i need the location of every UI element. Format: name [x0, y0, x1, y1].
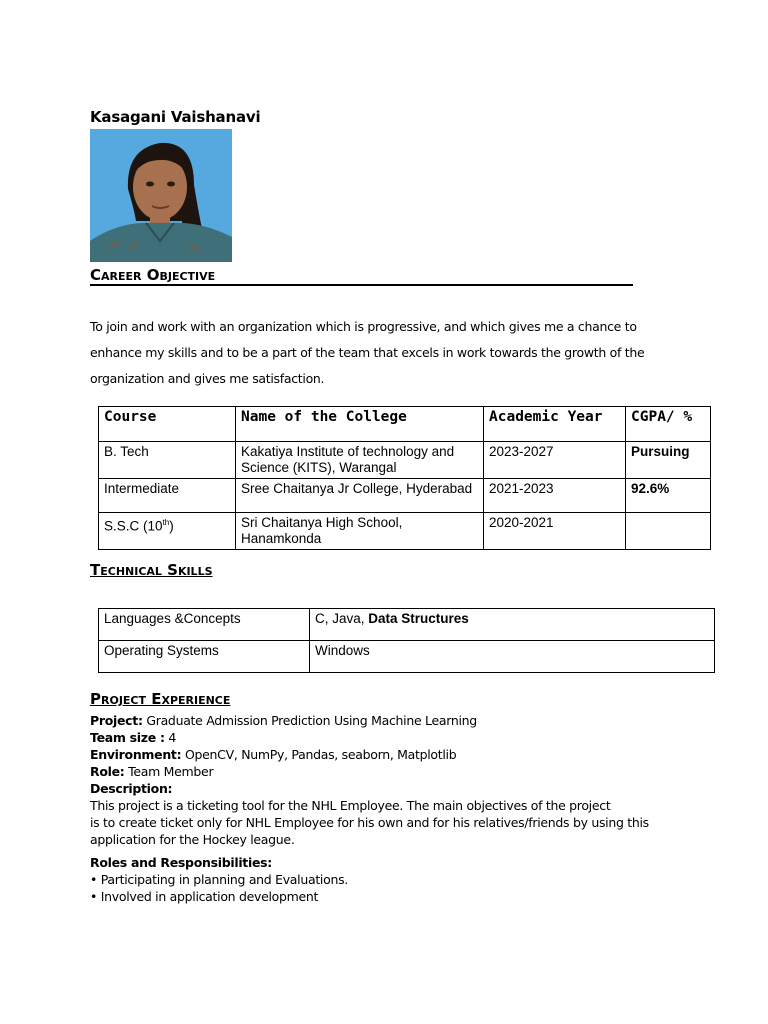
score-cell: Pursuing	[626, 442, 711, 479]
course-text-end: )	[169, 518, 174, 534]
profile-photo	[90, 129, 232, 262]
course-cell	[99, 513, 236, 550]
project-label: Project:	[90, 713, 143, 728]
technical-skills-heading: Technical Skills	[90, 561, 213, 579]
environment-line	[90, 746, 730, 763]
skill-value-cell: Windows	[310, 641, 715, 673]
description-label: Description:	[90, 781, 173, 796]
project-line	[90, 712, 730, 729]
year-cell: 2021-2023	[484, 479, 626, 513]
header-college: Name of the College	[236, 407, 484, 442]
project-value: Graduate Admission Prediction Using Machine Learning	[142, 713, 477, 728]
college-cell: Sri Chaitanya High School, Hanamkonda	[236, 513, 484, 550]
header-score: CGPA/ %	[626, 407, 711, 442]
career-objective-heading: Career Objective	[90, 266, 216, 284]
environment-label: Environment:	[90, 747, 182, 762]
education-table	[98, 406, 711, 550]
skill-value-bold: Data Structures	[368, 611, 469, 626]
table-row	[99, 442, 711, 479]
role-value: Team Member	[124, 764, 214, 779]
candidate-name: Kasagani Vaishanavi	[90, 108, 261, 126]
table-row	[99, 513, 711, 550]
role-line	[90, 763, 730, 780]
team-size-line	[90, 729, 730, 746]
list-item: • Involved in application development	[90, 889, 319, 904]
course-cell: B. Tech	[99, 442, 236, 479]
header-year: Academic Year	[484, 407, 626, 442]
list-item: • Participating in planning and Evaluations.	[90, 872, 348, 887]
table-row	[99, 609, 715, 641]
description-line: is to create ticket only for NHL Employee for his own and for his relatives/friends by using this	[90, 815, 649, 830]
skill-value: C, Java,	[315, 611, 369, 626]
environment-value: OpenCV, NumPy, Pandas, seaborn, Matplotlib	[181, 747, 457, 762]
description-line: application for the Hockey league.	[90, 832, 295, 847]
career-objective-text: To join and work with an organization which is progressive, and which gives me a chance to enhance my skills and to be a part of the team that excels in work towards the growth of the organization and gives me satisfaction.	[90, 319, 645, 386]
year-cell: 2023-2027	[484, 442, 626, 479]
description-line: This project is a ticketing tool for the NHL Employee. The main objectives of the project	[90, 798, 611, 813]
skill-value-cell	[310, 609, 715, 641]
role-label: Role:	[90, 764, 125, 779]
year-cell: 2020-2021	[484, 513, 626, 550]
college-cell: Sree Chaitanya Jr College, Hyderabad	[236, 479, 484, 513]
skill-label-cell: Operating Systems	[99, 641, 310, 673]
course-text: S.S.C (10	[104, 518, 163, 534]
team-size-label: Team size :	[90, 730, 165, 745]
skills-table	[98, 608, 715, 673]
table-row	[99, 479, 711, 513]
table-row	[99, 641, 715, 673]
team-size-value: 4	[164, 730, 177, 745]
portrait-image	[90, 129, 232, 262]
college-cell: Kakatiya Institute of technology and Science (KITS), Warangal	[236, 442, 484, 479]
score-cell	[626, 513, 711, 550]
project-section	[90, 712, 730, 905]
roles-label: Roles and Responsibilities:	[90, 855, 272, 870]
project-experience-heading: Project Experience	[90, 690, 231, 708]
skill-label-cell: Languages &Concepts	[99, 609, 310, 641]
score-cell: 92.6%	[626, 479, 711, 513]
course-superscript: th	[162, 518, 170, 527]
course-cell: Intermediate	[99, 479, 236, 513]
header-course: Course	[99, 407, 236, 442]
career-objective-rule	[90, 284, 633, 286]
education-header-row	[99, 407, 711, 442]
